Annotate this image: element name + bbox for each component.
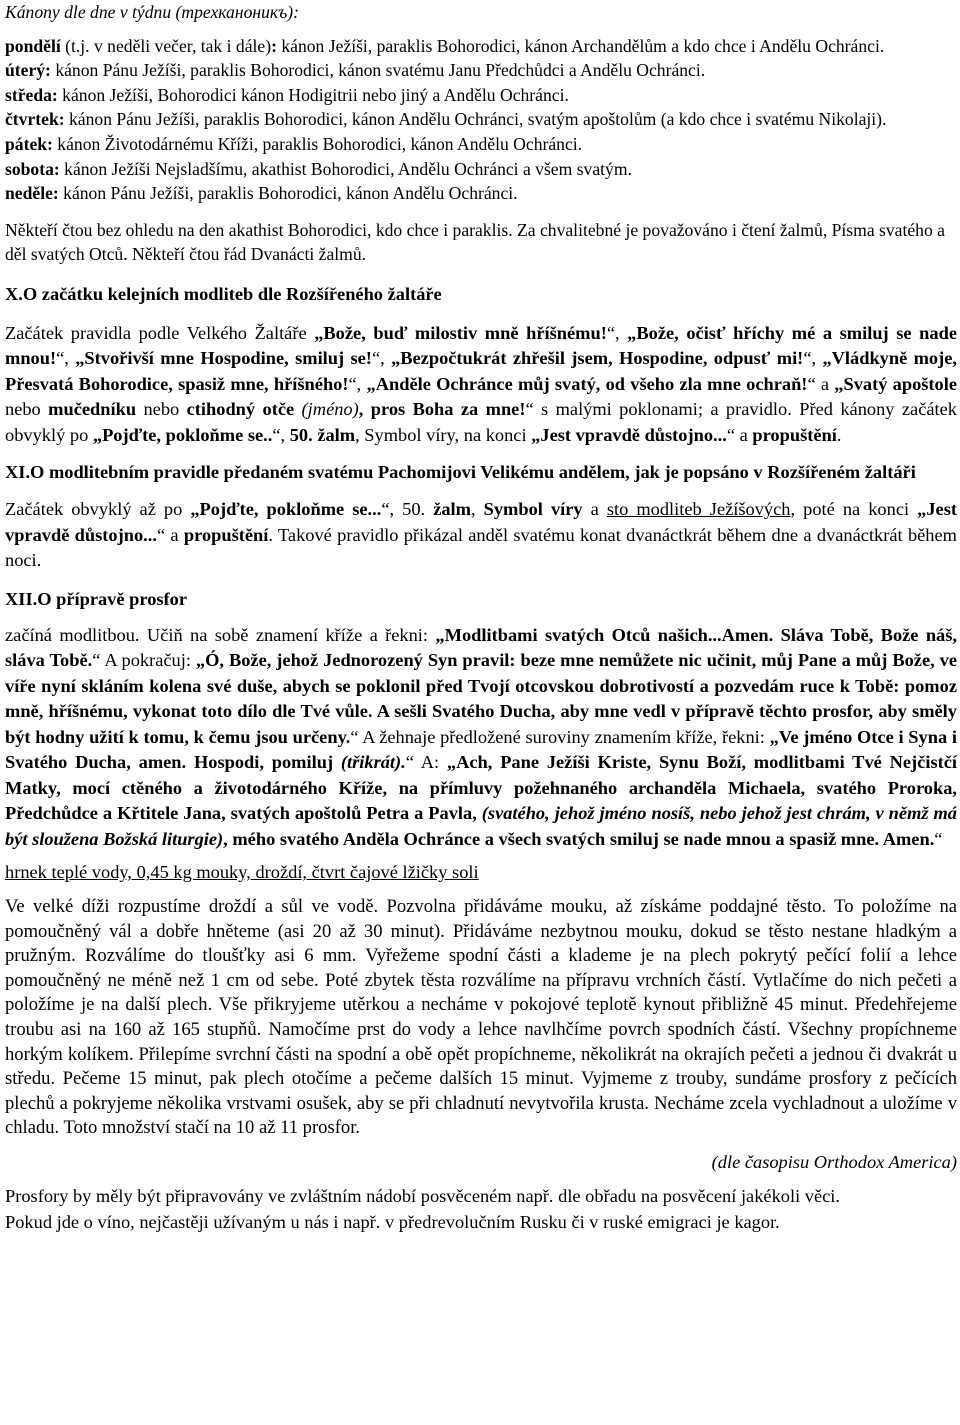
day-saturday: sobota: kánon Ježíši Nejsladšímu, akathist Bohorodici, Andělu Ochránci a všem svatým. (5, 158, 632, 179)
source-attribution: (dle časopisu Orthodox America) (711, 1151, 957, 1172)
day-thursday: čtvrtek: kánon Pánu Ježíši, paraklis Bohorodici, kánon Andělu Ochránci, svatým apoštolům (a kdo chce i svatému Nikolaji). (5, 109, 887, 130)
canons-title: Kánony dle dne v týdnu (трехканоникъ): (5, 2, 299, 22)
section-xii-heading: XII.O přípravě prosfor (5, 588, 188, 609)
canons-by-day-list (5, 34, 957, 206)
section-xii-prayer: začíná modlitbou. Učiň na sobě znamení kříže a řekni: „Modlitbami svatých Otců našich...Amen. Sláva Tobě, Bože náš, sláva Tobě.“ A pokračuj: „Ó, Bože, jehož Jednorozený Syn pravil: beze mne nemůžete nic učinit, můj Pane a můj Bože, ve víře nyní skláním kolena své duše, abych se poklonil před Tvojí otcovskou dobrotivostí a pozvedám ruce k Tobě: pomoz mně, hříšnému, vykonat toto dílo dle Tvé vůle. A sešli Svatého Ducha, aby mne vedl v přípravě těchto prosfor, aby směly být hodny užití k tomu, k čemu jsou určeny.“ A žehnaje předložené suroviny znamením kříže, řekni: „Ve jméno Otce i Syna i Svatého Ducha, amen. Hospodi, pomiluj (třikrát).“ A: „Ach, Pane Ježíši Kriste, Synu Boží, modlitbami Tvé Nejčistčí Matky, mocí ctěného a životodárného Kříže, na přímluvy požehnaného archanděla Michaela, svatého Proroka, Předchůdce a Křtitele Jana, svatých apoštolů Petra a Pavla, (svatého, jehož jméno nosíš, nebo jehož jest chrám, v němž má být sloužena Božská liturgie), mého svatého Anděla Ochránce a všech svatých smiluj se nade mnou a spasiž mne. Amen.“ (5, 624, 958, 849)
day-sunday: neděle: kánon Pánu Ježíši, paraklis Bohorodici, kánon Andělu Ochránci. (5, 183, 518, 204)
prosfora-note: Prosfory by měly být připravovány ve zvláštním nádobí posvěceném např. dle obřadu na posvěcení jakékoli věci. (5, 1186, 841, 1207)
day-monday: pondělí (t.j. v neděli večer, tak i dále): kánon Ježíši, paraklis Bohorodici, kánon Archandělům a kdo chce i Andělu Ochránci. (5, 35, 885, 56)
section-x-body: Začátek pravidla podle Velkého Žaltáře „Bože, buď milostiv mně hříšnému!“, „Bože, očisť hříchy mé a smiluj se nade mnou!“, „Stvořivší mne Hospodine, smiluj se!“, „Bezpočtukrát zhřešil jsem, Hospodine, odpusť mi!“, „Vládkyně moje, Přesvatá Bohorodice, spasiž mne, hříšného!“, „Anděle Ochránce můj svatý, od všeho zla mne ochraň!“ a „Svatý apoštole nebo mučedníku nebo ctihodný otče (jméno), pros Boha za mne!“ s malými poklonami; a pravidlo. Před kánony začátek obvyklý po „Pojďte, pokloňme se..“, 50. žalm, Symbol víry, na konci „Jest vpravdě důstojno...“ a propuštění. (5, 322, 958, 445)
ingredients-list: hrnek teplé vody, 0,45 kg mouky, droždí, čtvrt čajové lžičky soli (5, 862, 479, 883)
day-friday: pátek: kánon Životodárnému Kříži, paraklis Bohorodici, kánon Andělu Ochránci. (5, 133, 583, 154)
intro-note: Někteří čtou bez ohledu na den akathist Bohorodici, kdo chce i paraklis. Za chvalitebné je považováno i čtení žalmů, Písma svatého a děl svatých Otců. Někteří čtou řád Dvanácti žalmů. (5, 219, 945, 265)
section-xi-body: Začátek obvyklý až po „Pojďte, pokloňme se...“, 50. žalm, Symbol víry a sto modliteb Ježíšových, poté na konci „Jest vpravdě důstojno...“ a propuštění. Takové pravidlo přikázal anděl svatému konat dvanáctkrát během dne a dvanáctkrát během noci. (5, 499, 957, 571)
day-tuesday: úterý: kánon Pánu Ježíši, paraklis Bohorodici, kánon svatému Janu Předchůdci a Andělu Ochránci. (5, 60, 706, 81)
wine-note: Pokud jde o víno, nejčastěji užívaným u nás i např. v předrevolučním Rusku či v ruské emigraci je kagor. (5, 1211, 780, 1232)
section-x-heading: X.O začátku kelejních modliteb dle Rozšířeného žaltáře (5, 283, 442, 304)
section-xi-heading: XI.O modlitebním pravidle předaném svatému Pachomijovi Velikému andělem, jak je popsáno v Rozšířeném žaltáři (5, 462, 916, 483)
day-wednesday: středa: kánon Ježíši, Bohorodici kánon Hodigitrii nebo jiný a Andělu Ochránci. (5, 84, 569, 105)
document-page (5, 0, 957, 1235)
recipe-text: Ve velké díži rozpustíme droždí a sůl ve vodě. Pozvolna přidáváme mouku, až získáme poddajné těsto. To položíme na pomoučněný vál a dobře hněteme (asi 20 až 30 minut). Přidáváme nezbytnou mouku, dokud se těsto nestane hladkým a pružným. Rozválíme do tloušťky asi 6 mm. Vyřežeme spodní části a klademe je na plech pokrytý pečící folií a lehce pomoučněný ne méně než 1 cm od sebe. Poté zbytek těsta rozválíme na přípravu vrchních částí. Vytlačíme do nich pečeti a položíme je na další plech. Vše přikryjeme utěrkou a necháme v pokojové teplotě kynout přibližně 45 minut. Předehřejeme troubu asi na 160 až 165 stupňů. Namočíme prst do vody a lehce navlhčíme povrch spodních částí. Všechny propíchneme horkým kolíkem. Přilepíme svrchní části na spodní a obě opět propíchneme, několikrát na okrajích pečeti a jednou či dvakrát u středu. Pečeme 15 minut, pak plech otočíme a pečeme dalších 15 minut. Vyjmeme z trouby, sundáme prosfory z pečících plechů a pokryjeme několika vrstvami osušek, aby se při chladnutí nevytvořila krusta. Necháme zcela vychladnout a uložíme v chladu. Toto množství stačí na 10 až 11 prosfor. (5, 895, 957, 1139)
